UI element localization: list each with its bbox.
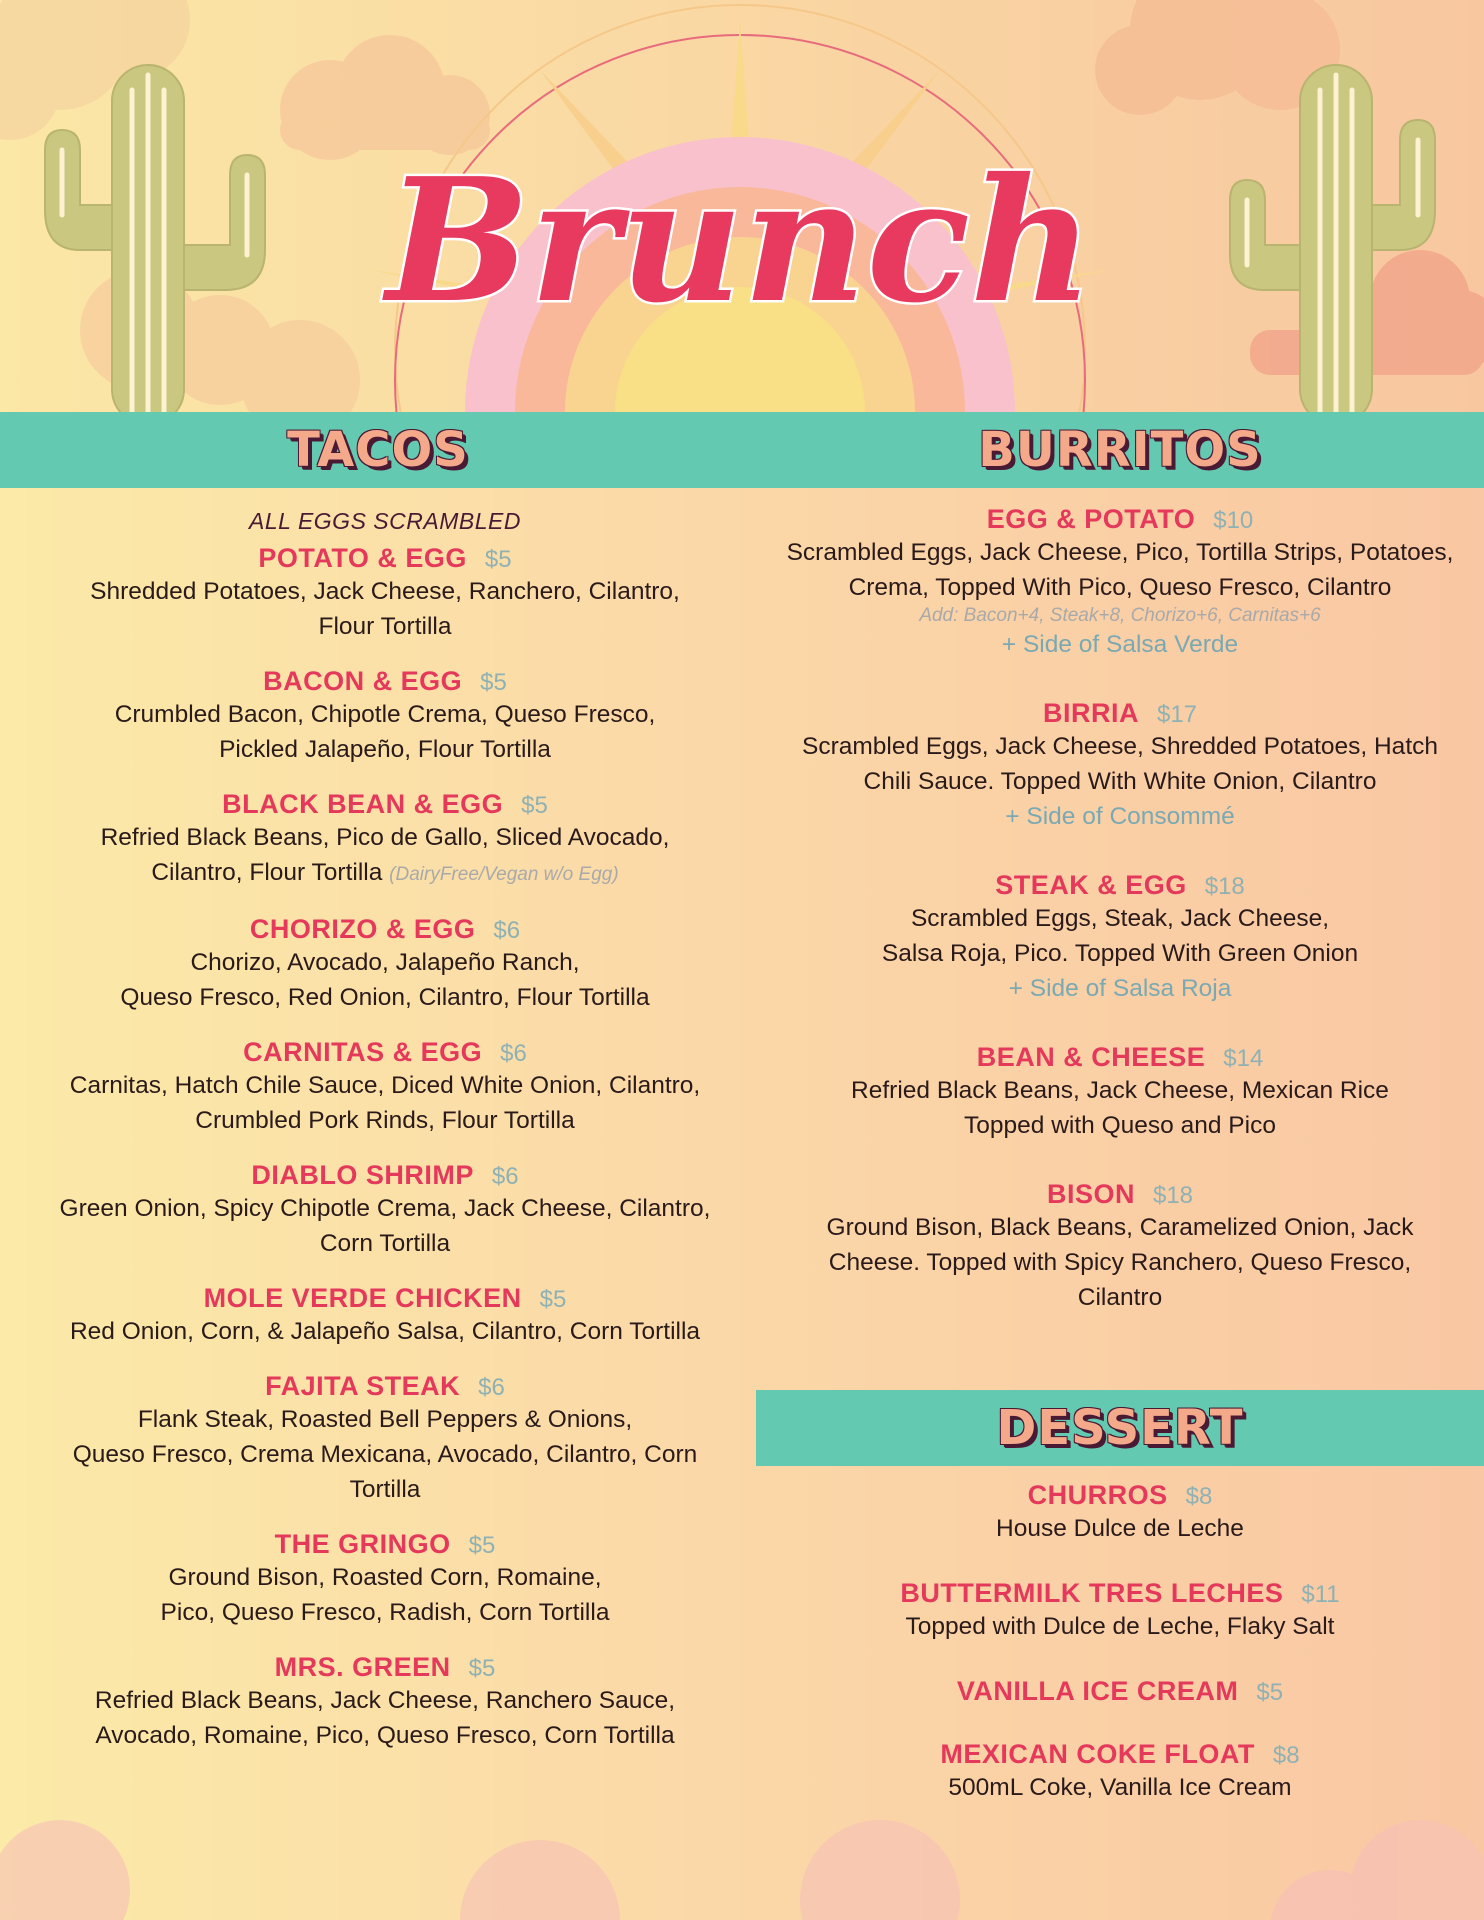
burritos-heading: BURRITOS [978, 422, 1262, 478]
tacos-list [20, 488, 750, 1775]
description-line: Avocado, Romaine, Pico, Queso Fresco, Corn Tortilla [95, 1722, 675, 1749]
menu-item-header [756, 1042, 1484, 1073]
hero-banner [0, 0, 1484, 412]
item-description [20, 1718, 750, 1753]
item-name: CHURROS [1027, 1480, 1168, 1510]
description-line: Refried Black Beans, Jack Cheese, Ranchero Sauce, [94, 1687, 676, 1714]
item-name: MOLE VERDE CHICKEN [203, 1283, 522, 1313]
description-line: Chorizo, Avocado, Jalapeño Ranch, [190, 949, 580, 976]
item-description [756, 1073, 1484, 1108]
menu-item [20, 543, 750, 644]
description-line: Red Onion, Corn, & Jalapeño Salsa, Cilantro, Corn Tortilla [69, 1318, 701, 1345]
description-line: Queso Fresco, Red Onion, Cilantro, Flour Tortilla [120, 984, 650, 1011]
item-description [20, 732, 750, 767]
description-line: Scrambled Eggs, Steak, Jack Cheese, [910, 905, 1330, 932]
item-description [20, 609, 750, 644]
item-description [756, 1609, 1484, 1644]
item-description [756, 901, 1484, 936]
tacos-note: ALL EGGS SCRAMBLED [249, 508, 521, 534]
item-name: POTATO & EGG [258, 543, 467, 573]
item-name: BACON & EGG [263, 666, 463, 696]
item-price: $8 [1272, 1742, 1300, 1769]
dessert-header-band [756, 1390, 1484, 1466]
item-name: STEAK & EGG [995, 870, 1187, 900]
description-line: Chili Sauce. Topped With White Onion, Cilantro [863, 768, 1377, 795]
item-price: $6 [493, 917, 521, 944]
description-line: Refried Black Beans, Pico de Gallo, Sliced Avocado, [100, 824, 670, 851]
item-price: $5 [480, 669, 507, 696]
menu-item [756, 1480, 1484, 1546]
item-price: $6 [491, 1163, 519, 1190]
item-price: $5 [521, 792, 548, 819]
item-price: $10 [1213, 507, 1254, 534]
menu-item [756, 1042, 1484, 1143]
desert-sun-illustration [0, 0, 1484, 412]
item-price: $18 [1204, 873, 1245, 900]
item-price: $5 [484, 546, 512, 573]
description-line: Pickled Jalapeño, Flour Tortilla [219, 736, 551, 763]
menu-item-header [756, 1179, 1484, 1210]
item-description [756, 1108, 1484, 1143]
item-name: BISON [1046, 1179, 1135, 1209]
item-price: $6 [478, 1374, 505, 1401]
description-line: Scrambled Eggs, Jack Cheese, Shredded Potatoes, Hatch [802, 733, 1438, 760]
menu-item [756, 698, 1484, 834]
description-line: Green Onion, Spicy Chipotle Crema, Jack Cheese, Cilantro, [59, 1195, 711, 1222]
item-price: $5 [1256, 1679, 1284, 1706]
menu-item-header [20, 914, 750, 945]
description-line: Crema, Topped With Pico, Queso Fresco, Cilantro [848, 574, 1392, 601]
item-price: $17 [1156, 701, 1198, 728]
description-line: 500mL Coke, Vanilla Ice Cream [948, 1774, 1292, 1801]
menu-item-header [756, 1480, 1484, 1511]
menu-item [756, 1578, 1484, 1644]
description-line: Cilantro, Flour Tortilla [151, 859, 383, 886]
description-line: Corn Tortilla [319, 1230, 451, 1257]
menu-item-header [20, 1371, 750, 1402]
item-name: BEAN & CHEESE [976, 1042, 1206, 1072]
item-description [20, 945, 750, 980]
burritos-list [756, 488, 1484, 1351]
item-name: BUTTERMILK TRES LECHES [900, 1578, 1284, 1608]
item-description [756, 1210, 1484, 1245]
item-description [20, 574, 750, 609]
item-description [20, 1226, 750, 1261]
item-description [756, 1245, 1484, 1280]
menu-item-header [756, 504, 1484, 535]
description-line: Topped with Dulce de Leche, Flaky Salt [905, 1613, 1335, 1640]
description-line: Refried Black Beans, Jack Cheese, Mexican Rice [851, 1077, 1389, 1104]
item-description [756, 729, 1484, 764]
menu-item-header [20, 789, 750, 820]
item-dietary-note: (DairyFree/Vegan w/o Egg) [389, 864, 619, 885]
item-description [756, 1511, 1484, 1546]
menu-item-header [20, 1037, 750, 1068]
dessert-heading: DESSERT [996, 1400, 1244, 1456]
description-line: House Dulce de Leche [996, 1515, 1244, 1542]
item-name: DIABLO SHRIMP [251, 1160, 474, 1190]
item-description [20, 1103, 750, 1138]
menu-item-header [20, 1283, 750, 1314]
menu-item-header [756, 1739, 1484, 1770]
tacos-heading: TACOS [287, 422, 469, 478]
item-description [20, 1314, 750, 1349]
description-line: Shredded Potatoes, Jack Cheese, Ranchero, Cilantro, [90, 578, 680, 605]
description-line: Crumbled Bacon, Chipotle Crema, Queso Fresco, [114, 701, 656, 728]
page-title: Brunch [386, 141, 1094, 341]
menu-item-header [756, 698, 1484, 729]
menu-item [20, 1371, 750, 1507]
bottom-clouds [0, 1780, 1484, 1920]
menu-item-header [20, 1652, 750, 1683]
menu-item-header [20, 666, 750, 697]
menu-item [20, 1037, 750, 1138]
menu-item [756, 1676, 1484, 1707]
menu-item [20, 1160, 750, 1261]
item-description [20, 855, 750, 892]
item-side: + Side of Salsa Verde [1001, 631, 1239, 658]
menu-item [20, 666, 750, 767]
description-line: Scrambled Eggs, Jack Cheese, Pico, Tortilla Strips, Potatoes, [786, 539, 1454, 566]
item-name: BLACK BEAN & EGG [222, 789, 504, 819]
item-price: $6 [500, 1040, 527, 1067]
menu-item [20, 1529, 750, 1630]
item-description [756, 570, 1484, 605]
menu-item [756, 504, 1484, 662]
item-name: EGG & POTATO [986, 504, 1196, 534]
item-name: MRS. GREEN [274, 1652, 451, 1682]
menu-item [20, 1652, 750, 1753]
item-price: $5 [539, 1286, 567, 1313]
description-line: Ground Bison, Roasted Corn, Romaine, [168, 1564, 602, 1591]
menu-item [756, 1179, 1484, 1315]
item-price: $11 [1301, 1581, 1340, 1608]
menu-item [20, 1283, 750, 1349]
item-name: CHORIZO & EGG [249, 914, 476, 944]
menu-item-header [20, 1160, 750, 1191]
description-line: Tortilla [349, 1476, 421, 1503]
item-name: VANILLA ICE CREAM [956, 1676, 1239, 1706]
menu-item-header [756, 1578, 1484, 1609]
description-line: Flour Tortilla [318, 613, 452, 640]
item-name: CARNITAS & EGG [243, 1037, 483, 1067]
menu-item-header [756, 870, 1484, 901]
item-description [756, 764, 1484, 799]
item-description [20, 697, 750, 732]
item-description [20, 1595, 750, 1630]
description-line: Crumbled Pork Rinds, Flour Tortilla [195, 1107, 575, 1134]
item-name: BIRRIA [1042, 698, 1139, 728]
item-description [20, 820, 750, 855]
description-line: Salsa Roja, Pico. Topped With Green Onion [881, 940, 1359, 967]
description-line: Flank Steak, Roasted Bell Peppers & Onions, [137, 1406, 633, 1433]
cloud-icon [0, 1820, 1484, 1920]
description-line: Cheese. Topped with Spicy Ranchero, Queso Fresco, [828, 1249, 1412, 1276]
item-side: + Side of Consommé [1005, 803, 1235, 830]
item-description [20, 1402, 750, 1437]
item-description [20, 980, 750, 1015]
item-description [756, 936, 1484, 971]
burritos-header-band [756, 412, 1484, 488]
description-line: Pico, Queso Fresco, Radish, Corn Tortilla [160, 1599, 610, 1626]
item-name: FAJITA STEAK [265, 1371, 461, 1401]
item-price: $18 [1152, 1182, 1194, 1209]
item-price: $5 [468, 1655, 496, 1682]
menu-item-header [20, 543, 750, 574]
item-description [756, 1280, 1484, 1315]
item-name: MEXICAN COKE FLOAT [940, 1739, 1255, 1769]
menu-item [20, 789, 750, 892]
item-price: $8 [1185, 1483, 1213, 1510]
menu-item-header [756, 1676, 1484, 1707]
item-addons: Add: Bacon+4, Steak+8, Chorizo+6, Carnitas+6 [919, 605, 1321, 626]
item-description [20, 1472, 750, 1507]
item-description [20, 1191, 750, 1226]
item-description [20, 1437, 750, 1472]
description-line: Ground Bison, Black Beans, Caramelized Onion, Jack [826, 1214, 1414, 1241]
menu-item [756, 870, 1484, 1006]
item-description [756, 535, 1484, 570]
menu-item [20, 914, 750, 1015]
item-price: $14 [1223, 1045, 1264, 1072]
item-name: THE GRINGO [274, 1529, 451, 1559]
item-description [20, 1683, 750, 1718]
description-line: Queso Fresco, Crema Mexicana, Avocado, Cilantro, Corn [72, 1441, 698, 1468]
description-line: Cilantro [1077, 1284, 1163, 1311]
menu-item-header [20, 1529, 750, 1560]
description-line: Carnitas, Hatch Chile Sauce, Diced White Onion, Cilantro, [69, 1072, 701, 1099]
tacos-header-band [0, 412, 756, 488]
description-line: Topped with Queso and Pico [964, 1112, 1276, 1139]
item-description [20, 1560, 750, 1595]
item-side: + Side of Salsa Roja [1008, 975, 1232, 1002]
item-description [20, 1068, 750, 1103]
item-price: $5 [468, 1532, 496, 1559]
